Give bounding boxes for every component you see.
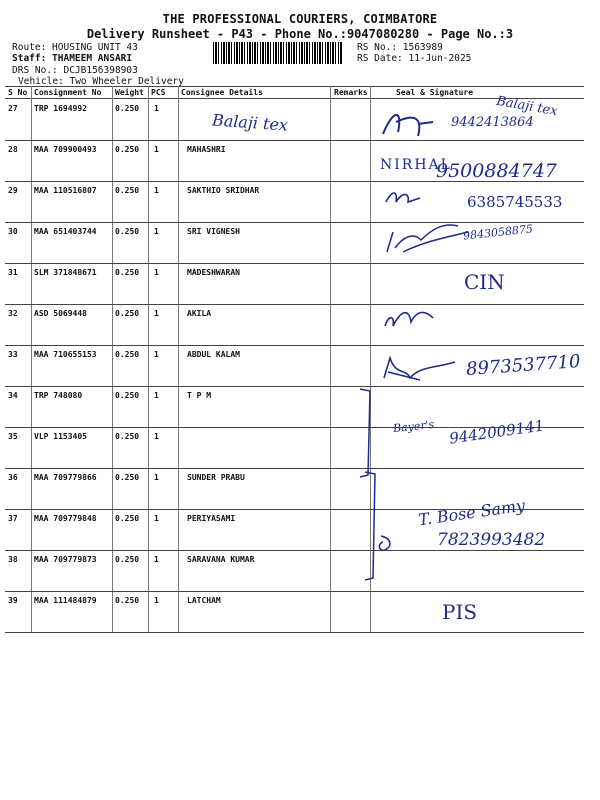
handwritten-phone: 8973537710: [465, 351, 582, 380]
consignment-cell: MAA 110516807: [34, 186, 97, 195]
consignee-cell: SARAVANA KUMAR: [187, 555, 255, 564]
pcs-cell: 1: [154, 596, 159, 605]
row-divider: [5, 263, 584, 264]
handwritten-mark: PIS: [442, 600, 478, 624]
weight-cell: 0.250: [115, 432, 140, 441]
runsheet-subtitle: Delivery Runsheet - P43 - Phone No.:9047080280 - Page No.:3: [86, 27, 514, 41]
consignment-cell: MAA 651403744: [34, 227, 97, 236]
handwritten-mark: CIN: [464, 270, 505, 294]
row-divider: [5, 550, 584, 551]
col-header-pcs: PCS: [151, 88, 166, 97]
consignment-cell: MAA 710655153: [34, 350, 97, 359]
weight-cell: 0.250: [115, 268, 140, 277]
handwritten-phone: 7823993482: [437, 530, 546, 550]
rs-number: RS No.: 1563989: [357, 42, 443, 53]
consignee-cell: SAKTHIO SRIDHAR: [187, 186, 260, 195]
weight-cell: 0.250: [115, 350, 140, 359]
consignment-cell: MAA 709779848: [34, 514, 97, 523]
sno-cell: 32: [8, 309, 18, 318]
signature-scribble: [381, 300, 441, 334]
weight-cell: 0.250: [115, 104, 140, 113]
barcode: [213, 42, 343, 64]
consignee-cell: PERIYASAMI: [187, 514, 236, 523]
handwritten-name: T. Bose Samy: [417, 495, 527, 530]
sno-cell: 36: [8, 473, 18, 482]
staff-label: Staff: THAMEEM ANSARI: [12, 53, 133, 64]
handwritten-name: NIRHAL: [380, 157, 452, 173]
weight-cell: 0.250: [115, 145, 140, 154]
pcs-cell: 1: [154, 473, 159, 482]
weight-cell: 0.250: [115, 391, 140, 400]
weight-cell: 0.250: [115, 227, 140, 236]
sno-cell: 27: [8, 104, 18, 113]
weight-cell: 0.250: [115, 186, 140, 195]
table-top-rule: [5, 86, 584, 87]
pcs-cell: 1: [154, 186, 159, 195]
sno-cell: 38: [8, 555, 18, 564]
row-divider: [5, 468, 584, 469]
sno-cell: 35: [8, 432, 18, 441]
handwritten-phone: 9442009141: [448, 416, 546, 448]
handwritten-phone: 6385745533: [467, 193, 563, 211]
consignee-cell: T P M: [187, 391, 212, 400]
company-title: THE PROFESSIONAL COURIERS, COIMBATORE: [162, 12, 438, 26]
pcs-cell: 1: [154, 514, 159, 523]
col-header-consignment: Consignment No: [34, 88, 102, 97]
row-divider: [5, 140, 584, 141]
pcs-cell: 1: [154, 309, 159, 318]
sno-cell: 33: [8, 350, 18, 359]
sno-cell: 29: [8, 186, 18, 195]
drs-number: DRS No.: DCJB156398903: [12, 65, 138, 76]
col-header-remarks: Remarks: [334, 88, 368, 97]
consignee-cell: LATCHAM: [187, 596, 221, 605]
pcs-cell: 1: [154, 555, 159, 564]
consignment-cell: MAA 709779873: [34, 555, 97, 564]
handwritten-name: Balaji tex: [495, 93, 559, 120]
weight-cell: 0.250: [115, 514, 140, 523]
consignment-cell: MAA 111484879: [34, 596, 97, 605]
weight-cell: 0.250: [115, 473, 140, 482]
row-divider: [5, 632, 584, 633]
bracket-mark: [356, 385, 380, 481]
consignment-cell: ASD 5069448: [34, 309, 87, 318]
sno-cell: 31: [8, 268, 18, 277]
col-header-seal: Seal & Signature: [396, 88, 474, 97]
consignee-cell: MADESHWARAN: [187, 268, 240, 277]
col-header-sno: S No: [8, 88, 28, 97]
pcs-cell: 1: [154, 350, 159, 359]
row-divider: [5, 386, 584, 387]
consignee-cell: MAHASHRI: [187, 145, 226, 154]
rs-date: RS Date: 11-Jun-2025: [357, 53, 472, 64]
route-label: Route: HOUSING UNIT 43: [12, 42, 138, 53]
handwritten-phone: 9500884747: [436, 160, 557, 182]
pcs-cell: 1: [154, 145, 159, 154]
signature-scribble: [383, 212, 473, 262]
consignee-cell: ABDUL KALAM: [187, 350, 240, 359]
consignment-cell: TRP 1694992: [34, 104, 87, 113]
sno-cell: 37: [8, 514, 18, 523]
weight-cell: 0.250: [115, 309, 140, 318]
signature-scribble: [384, 188, 424, 208]
sno-cell: 34: [8, 391, 18, 400]
handwritten-consignee: Balaji tex: [211, 110, 289, 135]
signature-scribble: [380, 348, 460, 384]
signature-scribble: [375, 532, 397, 554]
consignee-cell: SUNDER PRABU: [187, 473, 245, 482]
consignment-cell: MAA 709900493: [34, 145, 97, 154]
signature-scribble: [378, 104, 438, 144]
pcs-cell: 1: [154, 268, 159, 277]
row-divider: [5, 345, 584, 346]
consignment-cell: TRP 748080: [34, 391, 83, 400]
pcs-cell: 1: [154, 227, 159, 236]
sno-cell: 39: [8, 596, 18, 605]
vehicle-label: Vehicle: Two Wheeler Delivery: [18, 76, 184, 87]
consignment-cell: MAA 709779866: [34, 473, 97, 482]
consignment-cell: VLP 1153405: [34, 432, 87, 441]
handwritten-phone: 9442413864: [451, 115, 534, 130]
sno-cell: 30: [8, 227, 18, 236]
handwritten-name: Bayer's: [392, 417, 435, 436]
pcs-cell: 1: [154, 104, 159, 113]
row-divider: [5, 591, 584, 592]
weight-cell: 0.250: [115, 596, 140, 605]
weight-cell: 0.250: [115, 555, 140, 564]
bracket-mark: [361, 468, 385, 586]
col-header-consignee: Consignee Details: [181, 88, 263, 97]
handwritten-phone: 9843058875: [462, 222, 534, 243]
row-divider: [5, 304, 584, 305]
col-header-weight: Weight: [115, 88, 144, 97]
pcs-cell: 1: [154, 391, 159, 400]
consignee-cell: SRI VIGNESH: [187, 227, 240, 236]
consignment-cell: SLM 371848671: [34, 268, 97, 277]
consignee-cell: AKILA: [187, 309, 212, 318]
sno-cell: 28: [8, 145, 18, 154]
row-divider: [5, 222, 584, 223]
pcs-cell: 1: [154, 432, 159, 441]
